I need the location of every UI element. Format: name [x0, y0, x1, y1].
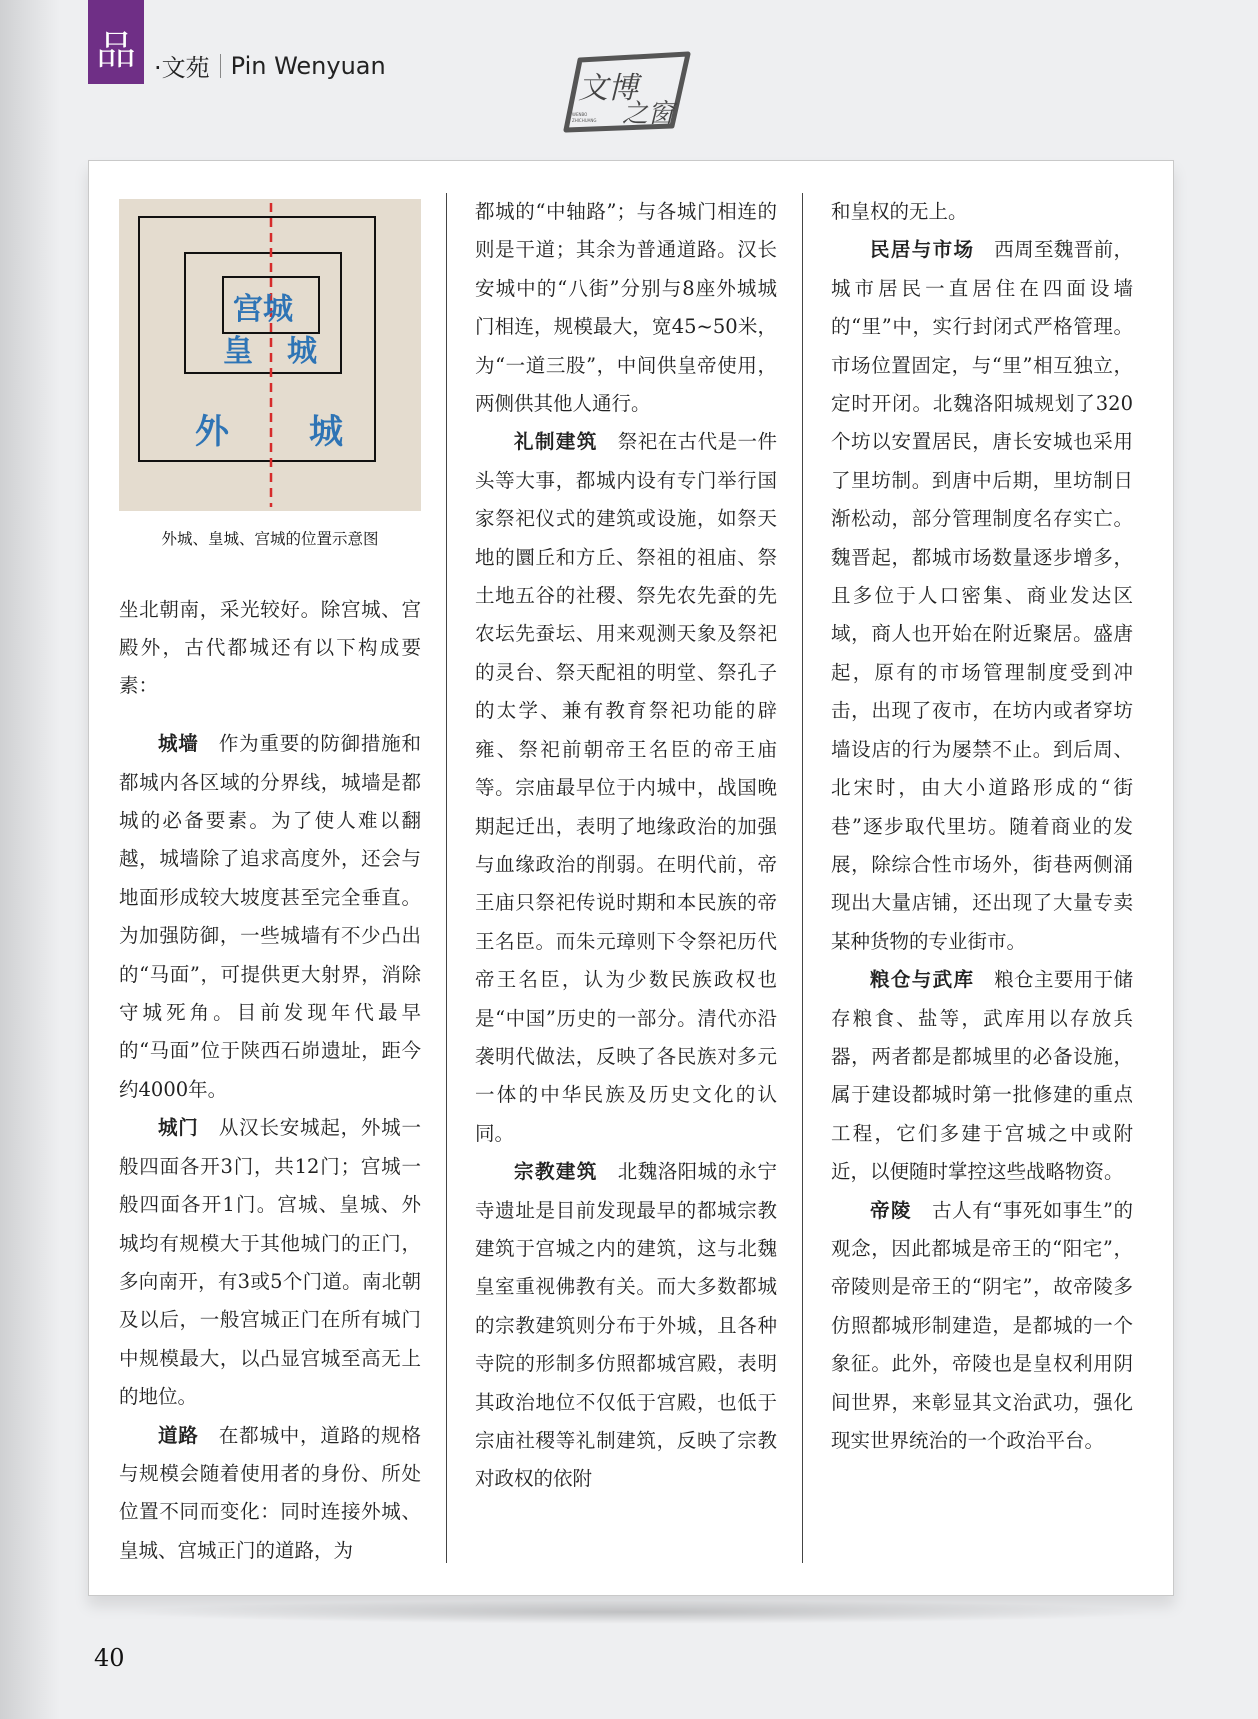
column-3: [831, 193, 1133, 1460]
card-shadow: [120, 1600, 1160, 1624]
label-huangcheng-a: 皇: [223, 334, 253, 369]
paragraph-ritual-buildings: [475, 423, 777, 1153]
paragraph-religious-buildings: [475, 1153, 777, 1499]
section-title-en: Pin Wenyuan: [230, 51, 386, 80]
column-2: [475, 193, 777, 1499]
label-gongcheng: 宫城: [233, 292, 293, 327]
column-divider-2: [802, 193, 803, 1563]
section-title-cn: ·文苑: [154, 54, 210, 82]
page-gutter-shadow: [0, 0, 60, 1719]
svg-text:文博: 文博: [578, 71, 638, 106]
paragraph: 都城的“中轴路”；与各城门相连的则是干道；其余为普通道路。汉长安城中的“八街”分别与8座外城城门相连，规模最大，宽45~50米，为“一道三股”，中间供皇帝使用，两侧供其他人通行。: [475, 200, 777, 416]
section-header: [154, 48, 386, 83]
figure-caption: 外城、皇城、宫城的位置示意图: [161, 530, 379, 548]
label-huangcheng-b: 城: [287, 334, 317, 369]
subheading-roads: 道路: [158, 1423, 199, 1447]
brand-character: 品: [96, 28, 136, 74]
subheading-city-wall: 城墙: [158, 732, 199, 756]
wenbo-logo: [560, 50, 700, 134]
paragraph-text: 西周至魏晋前，城市居民一直居住在四面设墙的“里”中，实行封闭式严格管理。市场位置固定，与“里”相互独立，定时开闭。北魏洛阳城规划了320个坊以安置居民，唐长安城也采用了里坊制。到唐中后期，里坊制日渐松动，部分管理制度名存实亡。魏晋起，都城市场数量逐步增多，且多位于人口密集、商业发达区域，商人也开始在附近聚居。盛唐起，原有的市场管理制度受到冲击，出现了夜市，在坊内或者穿坊墙设店的行为屡禁不止。到后周、北宋时，由大小道路形成的“街巷”逐步取代里坊。随着商业的发展，除综合性市场外，街巷两侧涌现出大量店铺，还出现了大量专卖某种货物的专业街市。: [831, 238, 1133, 953]
label-waicheng-a: 外: [195, 412, 229, 452]
subheading-residences-markets: 民居与市场: [870, 238, 975, 262]
paragraph: 和皇权的无上。: [831, 200, 968, 223]
magazine-brand-block: [88, 0, 144, 84]
paragraph-city-gate: [119, 1109, 421, 1416]
paragraph-text: 古人有“事死如事生”的观念，因此都城是帝王的“阳宅”，帝陵则是帝王的“阴宅”，故帝陵多仿照都城形制建造，是都城的一个象征。此外，帝陵也是皇权利用阴间世界，来彰显其文治武功，强化现实世界统治的一个政治平台。: [831, 1198, 1133, 1452]
paragraph-text: 粮仓主要用于储存粮食、盐等，武库用以存放兵器，两者都是都城里的必备设施，属于建设都城时第一批修建的重点工程，它们多建于宫城之中或附近，以便随时掌控这些战略物资。: [831, 968, 1133, 1184]
paragraph-residences-markets: [831, 231, 1133, 961]
column-divider-1: [446, 193, 447, 1563]
article-card: [88, 160, 1174, 1596]
paragraph-text: 北魏洛阳城的永宁寺遗址是目前发现最早的都城宗教建筑于宫城之内的建筑，这与北魏皇室重视佛教有关。而大多数都城的宗教建筑则分布于外城，且各种寺院的形制多仿照都城宫殿，表明其政治地位不仅低于宫殿，也低于宗庙社稷等礼制建筑，反映了宗教对政权的依附: [475, 1160, 777, 1491]
paragraph-roads: [119, 1417, 421, 1571]
paragraph-text: 作为重要的防御措施和都城内各区域的分界线，城墙是都城的必备要素。为了使人难以翻越，城墙除了追求高度外，还会与地面形成较大坡度甚至完全垂直。为加强防御，一些城墙有不少凸出的“马面”，可提供更大射界，消除守城死角。目前发现年代最早的“马面”位于陕西石峁遗址，距今约4000年。: [119, 732, 421, 1101]
subheading-imperial-tombs: 帝陵: [870, 1198, 913, 1222]
subheading-city-gate: 城门: [158, 1116, 199, 1140]
paragraph-granary-armory: [831, 961, 1133, 1191]
page-number: 40: [94, 1644, 125, 1672]
svg-text:WENBO: WENBO: [572, 112, 588, 117]
paragraph-text: 在都城中，道路的规格与规模会随着使用者的身份、所处位置不同而变化：同时连接外城、皇城、宫城正门的道路，为: [119, 1423, 421, 1562]
paragraph-text: 从汉长安城起，外城一般四面各开3门，共12门；宫城一般四面各开1门。宫城、皇城、外城均有规模大于其他城门的正门，多向南开，有3或5个门道。南北朝及以后，一般宫城正门在所有城门中规模最大，以凸显宫城至高无上的地位。: [119, 1116, 421, 1409]
paragraph: 坐北朝南，采光较好。除宫城、宫殿外，古代都城还有以下构成要素：: [119, 597, 421, 698]
subheading-granary-armory: 粮仓与武库: [870, 968, 975, 992]
paragraph-imperial-tombs: [831, 1192, 1133, 1461]
header-separator: [220, 54, 221, 78]
svg-text:ZHICHUANG: ZHICHUANG: [572, 118, 597, 123]
subheading-religious-buildings: 宗教建筑: [514, 1160, 598, 1184]
subheading-ritual-buildings: 礼制建筑: [514, 430, 598, 454]
column-1: [119, 571, 421, 1570]
label-waicheng-b: 城: [309, 412, 343, 452]
paragraph-text: 祭祀在古代是一件头等大事，都城内设有专门举行国家祭祀仪式的建筑或设施，如祭天地的圜丘和方丘、祭祖的祖庙、祭土地五谷的社稷、祭先农先蚕的先农坛先蚕坛、用来观测天象及祭祀的灵台、祭天配祖的明堂、祭孔子的太学、兼有教育祭祀功能的辟雍、祭祀前朝帝王名臣的帝王庙等。宗庙最早位于内城中，战国晚期起迁出，表明了地缘政治的加强与血缘政治的削弱。在明代前，帝王庙只祭祀传说时期和本民族的帝王名臣。而朱元璋则下令祭祀历代帝王名臣，认为少数民族政权也是“中国”历史的一部分。清代亦沿袭明代做法，反映了各民族对多元一体的中华民族及历史文化的认同。: [475, 430, 777, 1145]
diagram-svg: [119, 199, 421, 511]
city-layout-diagram: [119, 199, 421, 511]
svg-text:之窗: 之窗: [622, 99, 675, 129]
paragraph-city-wall: [119, 725, 421, 1109]
